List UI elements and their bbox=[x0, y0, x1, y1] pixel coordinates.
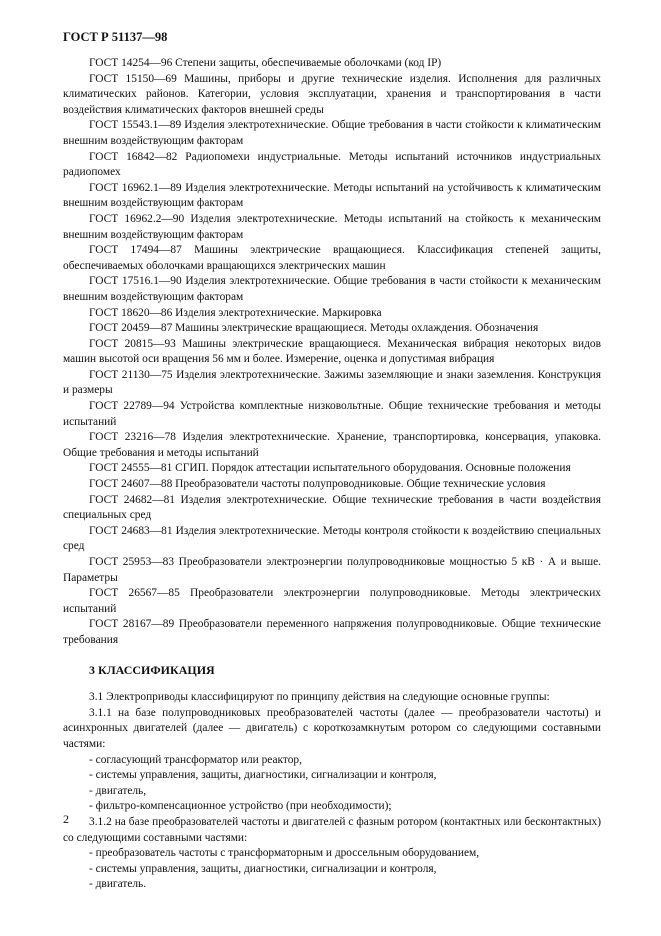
reference-item: ГОСТ 24555—81 СГИП. Порядок аттестации испытательного оборудования. Основные положения bbox=[89, 462, 571, 475]
clause-3-1-1: 3.1.1 на базе полупроводниковых преобразователей частоты (далее — преобразователи частоты) и асинхронных двигателей (далее — двигатель) с короткозамкнутым ротором со следующими составными частями: bbox=[63, 706, 601, 750]
reference-item: ГОСТ 16962.1—89 Изделия электротехнические. Методы испытаний на устойчивость к климатическим внешним воздействующим факторам bbox=[63, 181, 601, 210]
document-header: ГОСТ Р 51137—98 bbox=[63, 30, 168, 44]
reference-item: ГОСТ 25953—83 Преобразователи электроэнергии полупроводниковые мощностью 5 кВ · А и выше. Параметры bbox=[63, 556, 601, 584]
reference-item: ГОСТ 17494—87 Машины электрические вращающиеся. Классификация степеней защиты, обеспечиваемых оболочками вращающихся электрических машин bbox=[63, 244, 601, 272]
list-item: - согласующий трансформатор или реактор, bbox=[89, 753, 302, 766]
list-item: - преобразователь частоты с трансформаторным и дроссельным оборудованием, bbox=[89, 847, 480, 860]
reference-item: ГОСТ 26567—85 Преобразователи электроэнергии полупроводниковые. Методы электрических испытаний bbox=[63, 587, 601, 615]
list-item: - двигатель, bbox=[89, 784, 147, 797]
reference-item: ГОСТ 15150—69 Машины, приборы и другие технические изделия. Исполнения для различных климатических районов. Категории, условия эксплуатации, хранения и транспортирования в части воздействия климатических факторов внешней среды bbox=[63, 72, 601, 116]
reference-item: ГОСТ 21130—75 Изделия электротехнические. Зажимы заземляющие и знаки заземления. Конструкция и размеры bbox=[63, 368, 601, 397]
normative-references bbox=[63, 56, 601, 649]
reference-item: ГОСТ 20459—87 Машины электрические вращающиеся. Методы охлаждения. Обозначения bbox=[89, 322, 539, 335]
reference-item: ГОСТ 23216—78 Изделия электротехнические. Хранение, транспортировка, консервация, упаковка. Общие требования и методы испытаний bbox=[63, 431, 601, 459]
reference-item: ГОСТ 20815—93 Машины электрические вращающиеся. Механическая вибрация некоторых видов машин высотой оси вращения 56 мм и более. Измерение, оценка и допустимая вибрация bbox=[63, 337, 601, 366]
list-item: - двигатель. bbox=[89, 878, 147, 891]
reference-item: ГОСТ 28167—89 Преобразователи переменного напряжения полупроводниковые. Общие технические требования bbox=[63, 618, 601, 646]
reference-item: ГОСТ 16962.2—90 Изделия электротехнические. Методы испытаний на стойкость к механическим внешним воздействующим факторам bbox=[63, 212, 601, 241]
reference-item: ГОСТ 24683—81 Изделия электротехнические. Методы контроля стойкости к воздействию специальных сред bbox=[63, 524, 601, 553]
reference-item: ГОСТ 24682—81 Изделия электротехнические. Общие технические требования в части воздействия специальных сред bbox=[63, 493, 601, 522]
list-item: - фильтро-компенсационное устройство (при необходимости); bbox=[89, 800, 392, 813]
reference-item: ГОСТ 15543.1—89 Изделия электротехнические. Общие требования в части стойкости к климатическим внешним воздействующим факторам bbox=[63, 119, 601, 147]
reference-item: ГОСТ 16842—82 Радиопомехи индустриальные. Методы испытаний источников индустриальных радиопомех bbox=[63, 150, 601, 179]
reference-item: ГОСТ 24607—88 Преобразователи частоты полупроводниковые. Общие технические условия bbox=[89, 478, 546, 491]
document-body bbox=[63, 56, 601, 893]
section-heading: 3 КЛАССИФИКАЦИЯ bbox=[89, 662, 215, 677]
list-item: - системы управления, защиты, диагностики, сигнализации и контроля, bbox=[89, 769, 437, 782]
clause-3-1: 3.1 Электроприводы классифицируют по принципу действия на следующие основные группы: bbox=[89, 691, 550, 704]
clause-3-1-2: 3.1.2 на базе преобразователей частоты и двигателей с фазным ротором (контактных или бесконтактных) со следующими составными частями: bbox=[63, 815, 601, 844]
reference-item: ГОСТ 18620—86 Изделия электротехнические. Маркировка bbox=[89, 306, 382, 319]
list-item: - системы управления, защиты, диагностики, сигнализации и контроля, bbox=[89, 862, 437, 875]
reference-item: ГОСТ 14254—96 Степени защиты, обеспечиваемые оболочками (код IP) bbox=[89, 57, 442, 69]
reference-item: ГОСТ 22789—94 Устройства комплектные низковольтные. Общие технические требования и методы испытаний bbox=[63, 400, 601, 428]
reference-item: ГОСТ 17516.1—90 Изделия электротехнические. Общие требования в части стойкости к механическим внешним воздействующим факторам bbox=[63, 275, 601, 303]
page-number: 2 bbox=[63, 812, 69, 826]
